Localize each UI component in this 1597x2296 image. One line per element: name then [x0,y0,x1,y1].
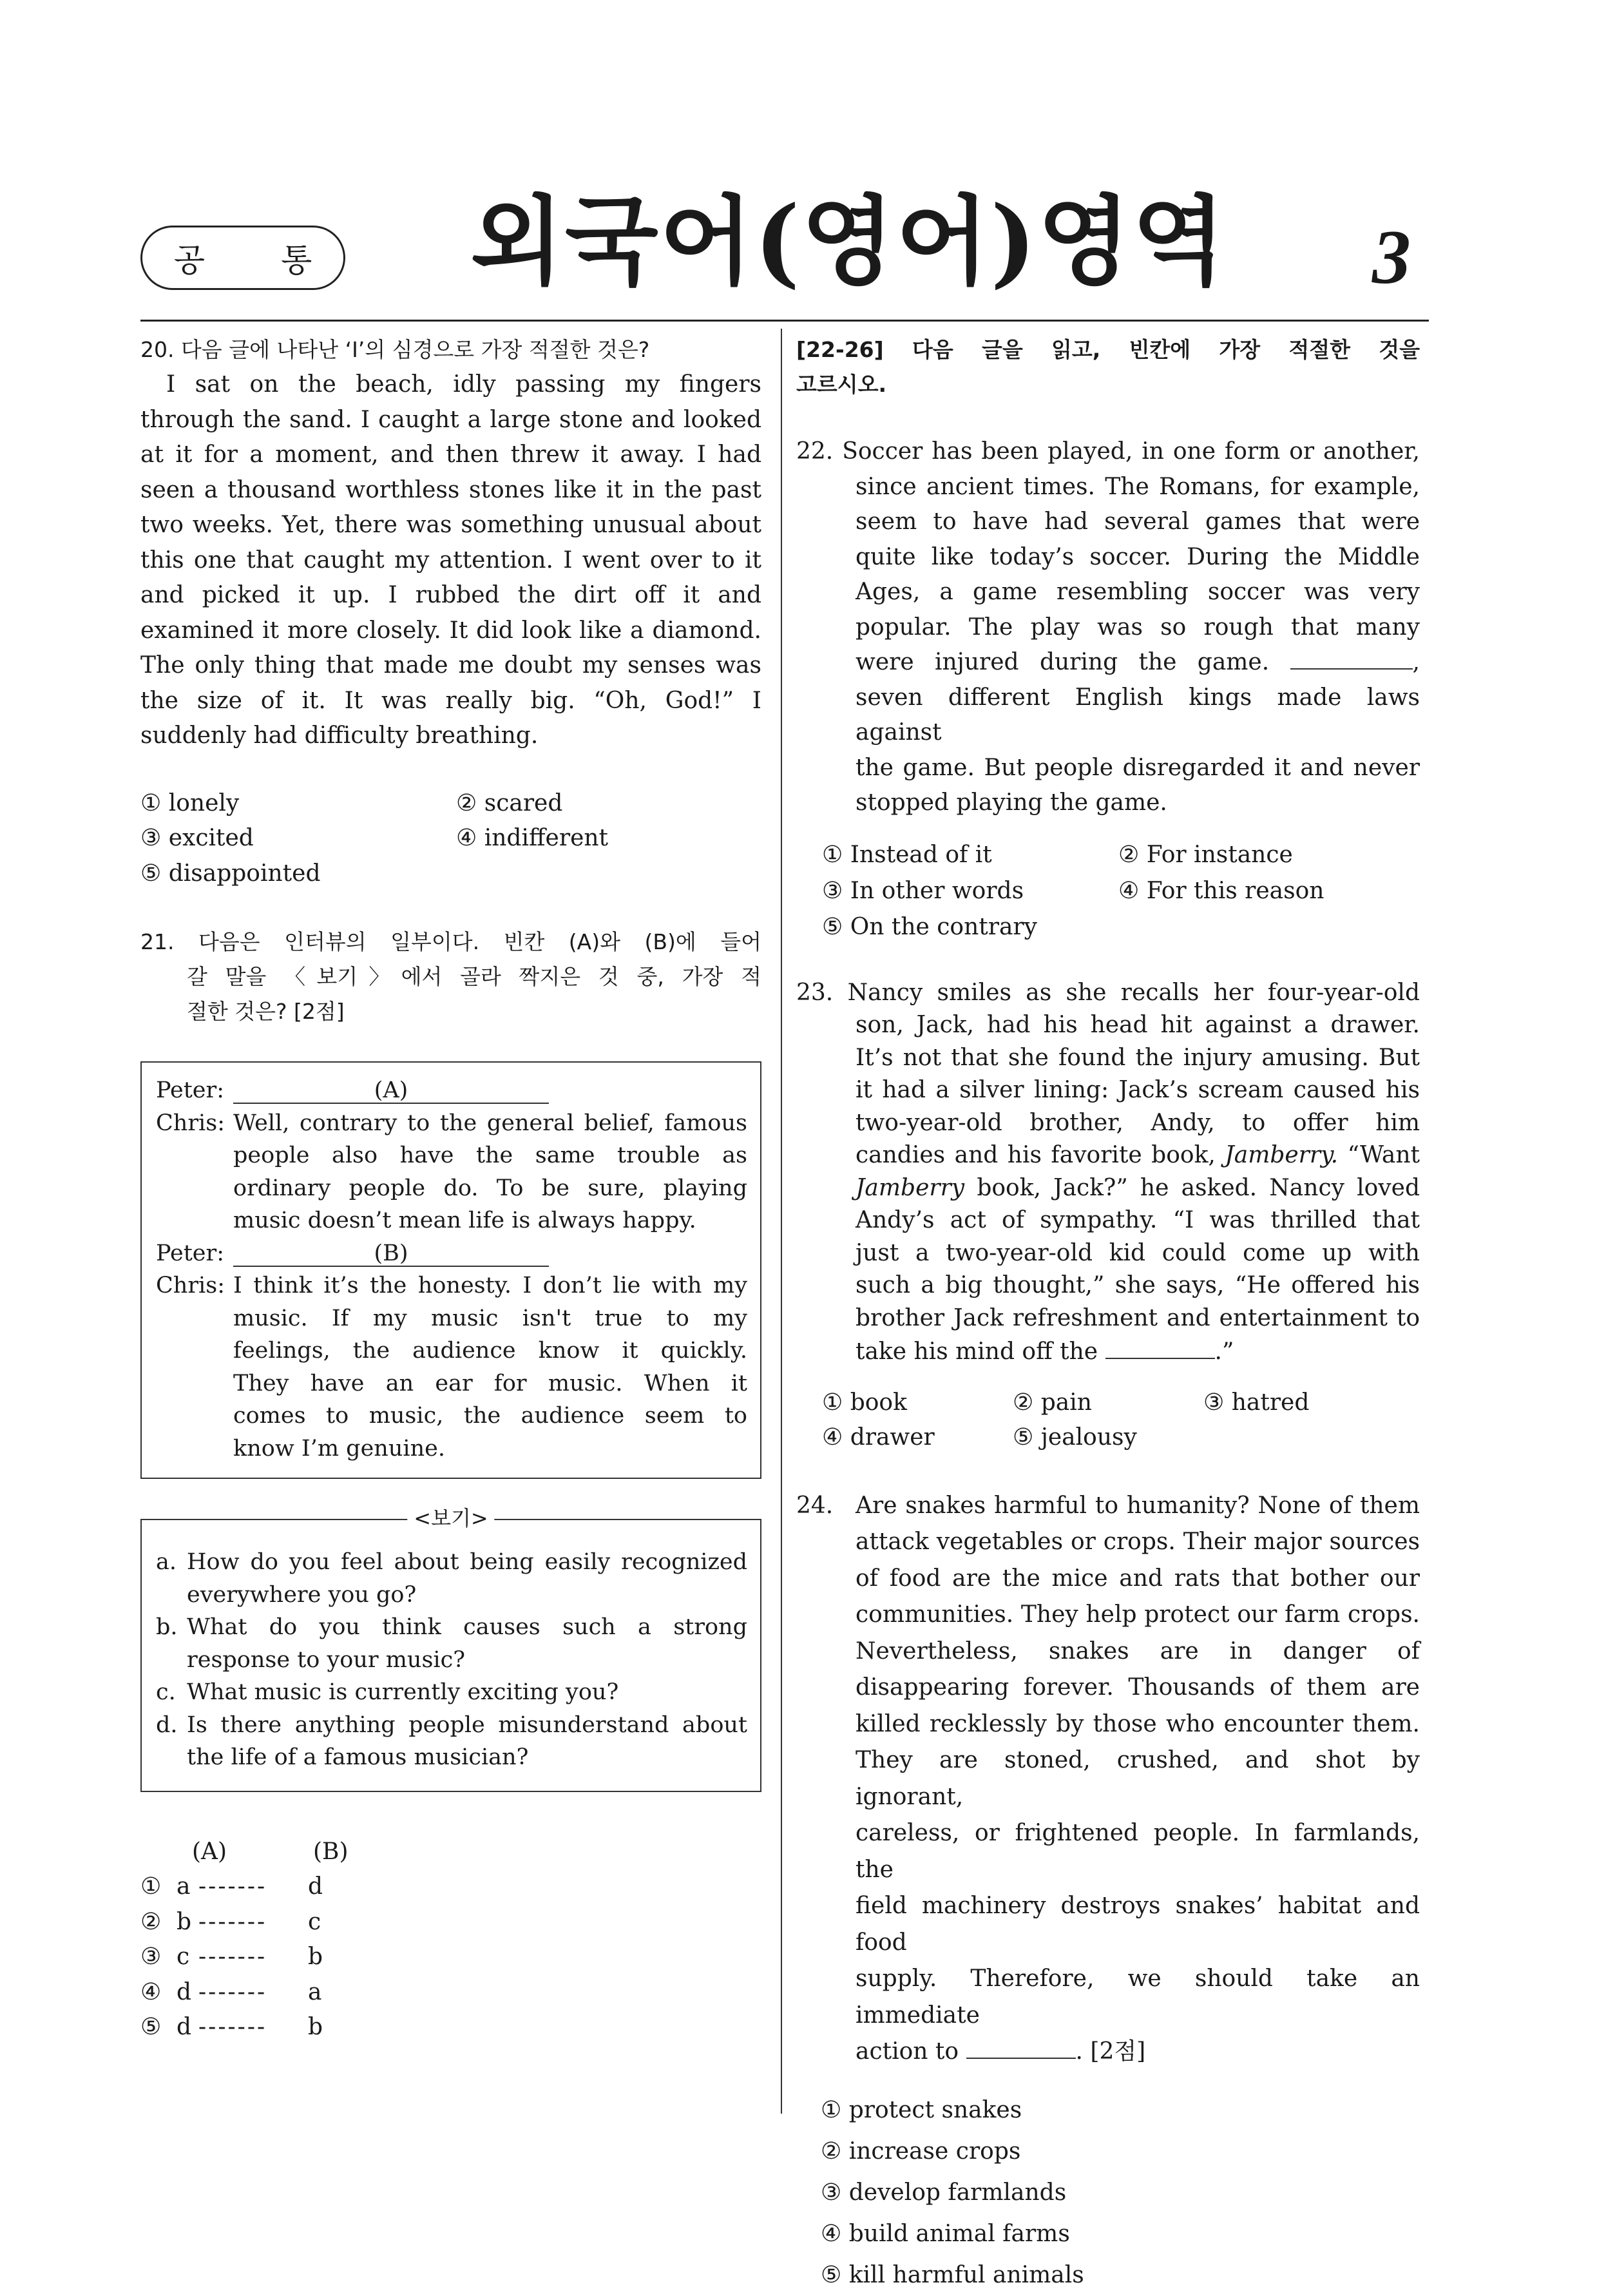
question-21 [140,925,761,2045]
passage-line: disappearing forever. Thousands of them are [856,1674,1420,1701]
bogi-text: What do you think causes such a strong response to your music? [187,1614,747,1673]
passage-line: at it for a moment, and then threw it away. I had [140,441,761,468]
option-5[interactable]: ⑤ disappointed [140,860,321,887]
option-3[interactable]: ③ In other words [822,877,1024,904]
ab-header-a: (A) [192,1838,227,1865]
passage-line: just a two-year-old kid could come up with [856,1239,1420,1266]
q23-number: 23. [796,979,834,1006]
interview-dialog [140,1061,761,1479]
dialog-line: Well, contrary to the general belief, famous [233,1110,747,1136]
passage-line: Are snakes harmful to humanity? None of them [856,1492,1420,1519]
ab-header-b: (B) [313,1838,349,1865]
option-4[interactable]: ④ For this reason [1118,877,1324,904]
passage-line: through the sand. I caught a large stone and looked [140,406,761,433]
bogi-item [156,1611,747,1676]
passage-line: this one that caught my attention. I went over to it [140,546,761,574]
bogi-key: a. [156,1549,177,1575]
q24-number: 24. [796,1492,834,1519]
bogi-item [156,1546,747,1611]
option-4[interactable]: ④ drawer [822,1424,935,1451]
passage-line: Andy’s act of sympathy. “I was thrilled that [856,1207,1420,1233]
passage-line: were injured during the game. , [856,645,1420,680]
option-2[interactable]: ② b ------- c [140,1908,321,1935]
passage-line: The only thing that made me doubt my senses was [140,652,761,679]
speaker-peter: Peter: [156,1077,224,1103]
passage-line: killed recklessly by those who encounter them. [856,1710,1420,1737]
passage-line: Nancy smiles as she recalls her four-year-old [847,979,1420,1006]
passage-line: suddenly had difficulty breathing. [140,722,539,749]
passage-line: examined it more closely. It did look like a diamond. [140,617,761,644]
passage-line: supply. Therefore, we should take an immediate [856,1965,1420,2029]
dialog-line: ordinary people do. To be sure, playing [233,1175,747,1201]
question-20 [140,333,761,891]
option-3[interactable]: ③ excited [140,825,254,851]
passage-line: such a big thought,” she says, “He offered his [856,1272,1420,1298]
passage-line: seem to have had several games that were [856,508,1420,535]
bogi-key: b. [156,1614,178,1640]
option-5[interactable]: ⑤ On the contrary [822,913,1037,940]
header-rule [140,320,1429,322]
answer-blank [966,2034,1076,2059]
option-2[interactable]: ② pain [1013,1389,1092,1416]
dialog-line: comes to music, the audience seem to [233,1403,747,1429]
passage-line: careless, or frightened people. In farmlands, the [856,1820,1420,1883]
speaker-chris: Chris: [156,1110,225,1136]
q21-head [140,925,761,1029]
passage-line: two-year-old brother, Andy, to offer him [856,1109,1420,1136]
passage-line: it had a silver lining: Jack’s scream caused his [856,1077,1420,1103]
option-3[interactable]: ③ c ------- b [140,1944,323,1970]
q24-options [796,2090,1420,2296]
question-24 [796,1488,1420,2296]
dialog-line: music. If my music isn't true to my [233,1305,747,1331]
passage-line: the game. But people disregarded it and never [856,754,1420,781]
option-3[interactable]: ③ develop farmlands [821,2179,1067,2206]
q22-options [796,838,1420,946]
passage-line: They are stoned, crushed, and shot by ignorant, [856,1747,1420,1810]
bogi-text: Is there anything people misunderstand about the life of a famous musician? [187,1712,747,1770]
passage-line: action to . [2점] [856,2034,1420,2070]
q21-head-line: 갈 말을 〈보기〉에서 골라 짝지은 것 중, 가장 적 [187,964,761,989]
passage-line: attack vegetables or crops. Their major sources [856,1529,1420,1555]
option-1[interactable]: ① protect snakes [821,2096,1022,2123]
option-5[interactable]: ⑤ kill harmful animals [821,2261,1084,2288]
bogi-item [156,1709,747,1774]
blank-a: (A) [233,1074,549,1104]
passage-line: take his mind off the .” [856,1335,1420,1369]
bogi-text: How do you feel about being easily recognized everywhere you go? [187,1549,747,1608]
passage-line: Jamberry book, Jack?” he asked. Nancy loved [856,1174,1420,1201]
right-column [796,333,1420,2296]
passage-line: candies and his favorite book, Jamberry. “Want [856,1142,1420,1168]
q20-options [140,786,761,892]
column-divider [781,329,782,2114]
passage-line: field machinery destroys snakes’ habitat and food [856,1893,1420,1956]
option-2[interactable]: ② scared [456,789,563,816]
bogi-key: d. [156,1712,178,1738]
bogi-box [140,1506,761,1792]
option-4[interactable]: ④ d ------- a [140,1978,322,2005]
option-1[interactable]: ① book [822,1389,907,1416]
dialog-line: people also have the same trouble as [233,1143,747,1168]
answer-blank [1105,1335,1215,1359]
option-4[interactable]: ④ build animal farms [821,2220,1070,2247]
dialog-line: I think it’s the honesty. I don’t lie with my [233,1273,747,1298]
passage-line: the size of it. It was really big. “Oh, God!” I [140,687,761,714]
bogi-item [156,1676,747,1709]
bogi-title: <보기> [407,1502,494,1535]
blank-b: (B) [233,1237,549,1267]
question-23 [796,977,1420,1456]
bogi-key: c. [156,1679,176,1705]
option-3[interactable]: ③ hatred [1203,1389,1310,1416]
passage-line: Soccer has been played, in one form or another, [842,438,1420,465]
dialog-line: feelings, the audience know it quickly. [233,1338,747,1364]
passage-line: quite like today’s soccer. During the Middle [856,543,1420,570]
answer-blank [1290,645,1413,670]
question-22 [796,434,1420,946]
passage-line: popular. The play was so rough that many [856,613,1420,641]
q21-head-line: 21. 다음은 인터뷰의 일부이다. 빈칸 (A)와 (B)에 들어 [140,929,761,954]
passage-line: communities. They help protect our farm crops. [856,1601,1420,1628]
option-5[interactable]: ⑤ jealousy [1013,1424,1137,1451]
option-5[interactable]: ⑤ d ------- b [140,2014,323,2040]
instruction [796,333,1420,402]
bogi-text: What music is currently exciting you? [187,1679,619,1705]
dialog-line: They have an ear for music. When it [233,1370,747,1396]
passage-line: since ancient times. The Romans, for example, [856,473,1420,500]
option-1[interactable]: ① Instead of it [822,841,992,868]
badge-char-1: 공 [173,242,205,279]
q21-options [140,1869,761,2045]
passage-line: two weeks. Yet, there was something unusual about [140,512,761,538]
passage-line: and picked it up. I rubbed the dirt off it and [140,582,761,608]
passage-line: Nevertheless, snakes are in danger of [856,1637,1420,1664]
instruction-line: 고르시오. [796,372,887,397]
common-badge [140,226,345,290]
passage-line: seen a thousand worthless stones like it in the past [140,476,761,503]
q21-head-line: 절한 것은? [2점] [187,999,345,1024]
q24-first-line [796,1488,1420,1525]
option-2[interactable]: ② For instance [1118,841,1293,868]
passage-line: brother Jack refreshment and entertainment to [856,1304,1420,1331]
q20-head: 20. 다음 글에 나타난 ‘I’의 심경으로 가장 적절한 것은? [140,337,650,362]
passage-line: of food are the mice and rats that bother our [856,1565,1420,1592]
q23-first-line [796,977,1420,1010]
passage-line: I sat on the beach, idly passing my fingers [166,371,761,398]
speaker-peter: Peter: [156,1240,224,1266]
q20-passage [140,367,761,754]
instruction-line: [22-26] 다음 글을 읽고, 빈칸에 가장 적절한 것을 [796,337,1420,362]
q22-first-line [796,434,1420,470]
q22-number: 22. [796,438,834,465]
dialog-line: know I’m genuine. [233,1435,445,1462]
speaker-chris: Chris: [156,1273,225,1298]
q23-options [796,1385,1420,1456]
passage-line: stopped playing the game. [856,789,1167,816]
page-number: 3 [1372,214,1411,300]
option-1[interactable]: ① lonely [140,789,240,816]
left-column [140,333,761,2045]
passage-line: It’s not that she found the injury amusing. But [856,1044,1420,1071]
ab-header [140,1835,761,1870]
page-title: 외국어(영어)영역 [470,185,1227,298]
dialog-line: music doesn’t mean life is always happy. [233,1208,696,1233]
badge-char-2: 통 [281,242,312,279]
passage-line: seven different English kings made laws against [856,684,1420,746]
passage-line: Ages, a game resembling soccer was very [856,579,1420,605]
option-4[interactable]: ④ indifferent [456,825,609,851]
option-2[interactable]: ② increase crops [821,2137,1021,2165]
option-1[interactable]: ① a ------- d [140,1873,323,1900]
passage-line: son, Jack, had his head hit against a drawer. [856,1012,1420,1038]
